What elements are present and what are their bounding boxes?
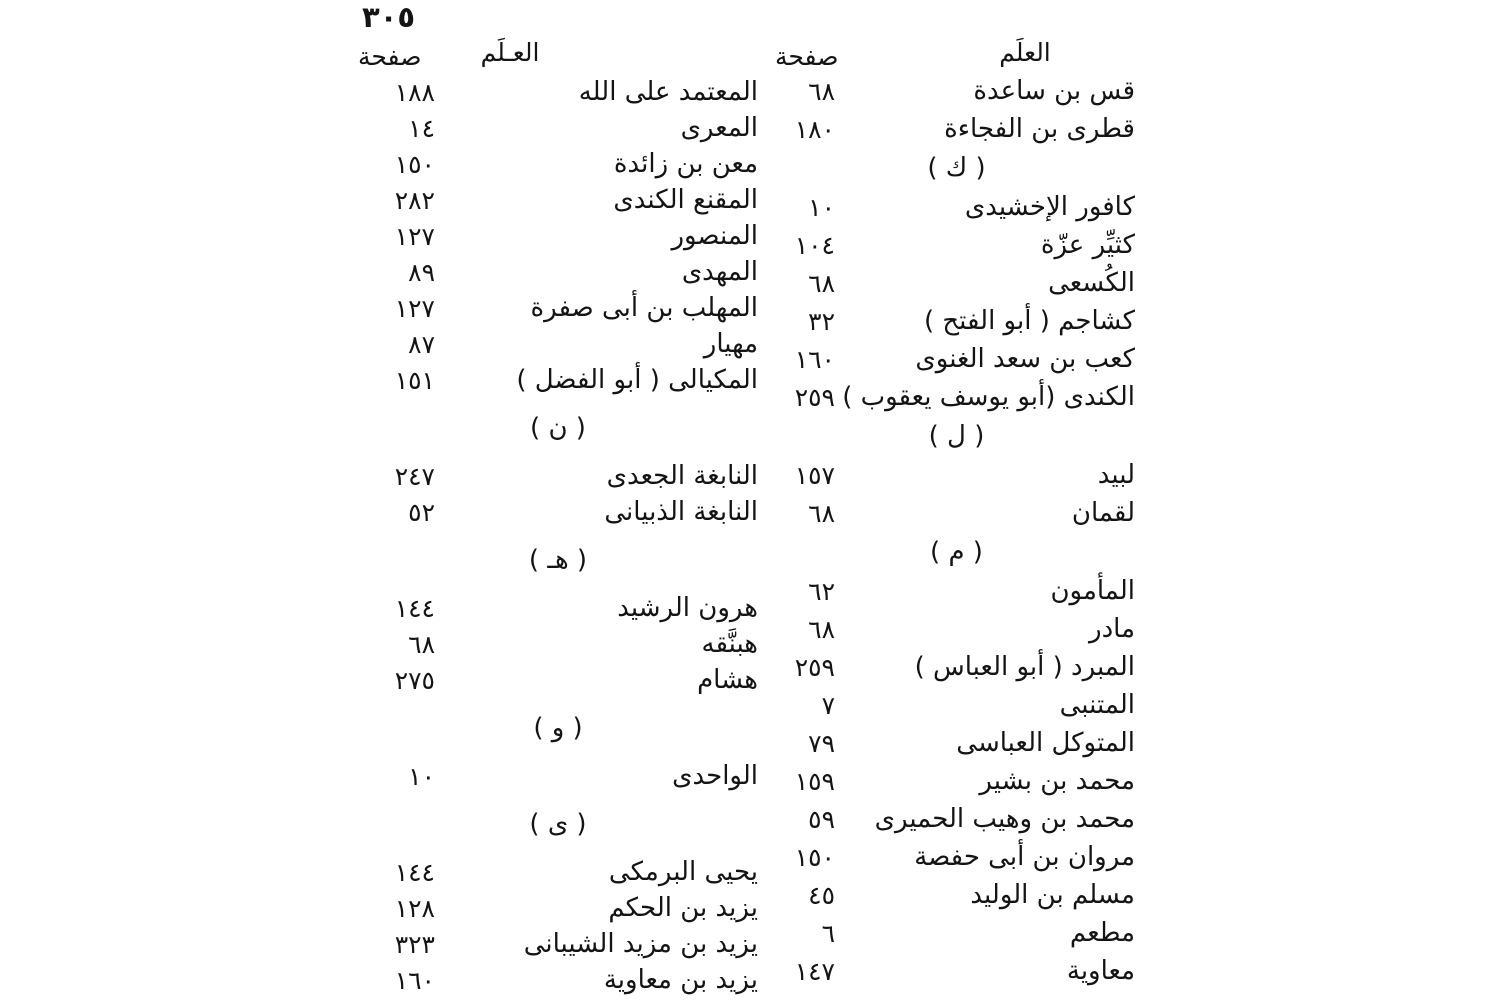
entry-name: معن بن زائدة bbox=[613, 148, 758, 179]
index-row bbox=[358, 218, 758, 254]
section-letter: ( ى ) bbox=[529, 809, 587, 839]
entry-page-number: ٨٩ bbox=[408, 257, 435, 287]
entry-page-number: ١٥٩ bbox=[794, 766, 835, 796]
index-column-left bbox=[358, 74, 758, 998]
page-number: ٣٠٥ bbox=[362, 0, 416, 34]
entry-page-number: ١٤٧ bbox=[794, 956, 835, 986]
entry-page-number: ١٤٤ bbox=[394, 593, 435, 623]
entry-page-number: ٦٨ bbox=[808, 268, 835, 298]
index-row bbox=[778, 838, 1135, 876]
right-group-name-header: العلَم bbox=[999, 38, 1051, 67]
entry-name: المنصور bbox=[671, 220, 758, 251]
entry-page-number: ٥٩ bbox=[808, 804, 835, 834]
entry-page-number: ١٨٠ bbox=[794, 114, 835, 144]
entry-name: مسلم بن الوليد bbox=[970, 879, 1135, 910]
entry-name: لقمان bbox=[1071, 497, 1135, 528]
index-row bbox=[778, 302, 1135, 340]
right-group-page-header: صفحة bbox=[775, 42, 839, 71]
entry-name: مروان بن أبى حفصة bbox=[914, 841, 1135, 872]
index-row bbox=[778, 264, 1135, 302]
entry-name: يزيد بن معاوية bbox=[603, 964, 758, 995]
entry-name: قطرى بن الفجاءة bbox=[944, 113, 1135, 144]
index-row bbox=[778, 572, 1135, 610]
entry-name: هشام bbox=[697, 664, 758, 695]
entry-page-number: ١٥٠ bbox=[794, 842, 835, 872]
entry-name: النابغة الذبيانى bbox=[604, 496, 758, 527]
entry-page-number: ٦٨ bbox=[408, 629, 435, 659]
index-row bbox=[358, 590, 758, 626]
entry-page-number: ٧ bbox=[821, 690, 835, 720]
entry-page-number: ١٤٤ bbox=[394, 857, 435, 887]
entry-name: مادر bbox=[1089, 613, 1135, 644]
entry-name: مطعم bbox=[1069, 917, 1135, 948]
entry-name: معاوية bbox=[1066, 955, 1135, 986]
entry-name: يزيد بن الحكم bbox=[608, 892, 758, 923]
entry-name: المبرد ( أبو العباس ) bbox=[914, 651, 1135, 682]
entry-name: يحيى البرمكى bbox=[608, 856, 758, 887]
index-row bbox=[778, 456, 1135, 494]
index-row bbox=[778, 762, 1135, 800]
entry-name: المأمون bbox=[1050, 575, 1135, 606]
entry-page-number: ١٥١ bbox=[394, 365, 435, 395]
entry-page-number: ١٦٠ bbox=[794, 344, 835, 374]
entry-name: كثيِّر عزّة bbox=[1040, 229, 1135, 260]
index-row bbox=[358, 290, 758, 326]
index-row bbox=[358, 146, 758, 182]
index-row bbox=[778, 914, 1135, 952]
entry-page-number: ٢٧٥ bbox=[394, 665, 435, 695]
entry-name: المقنع الكندى bbox=[613, 184, 758, 215]
entry-page-number: ١٥٧ bbox=[794, 460, 835, 490]
entry-page-number: ٢٥٩ bbox=[794, 382, 835, 412]
section-letter-row bbox=[358, 698, 758, 758]
entry-name: قس بن ساعدة bbox=[973, 75, 1135, 106]
index-row bbox=[778, 648, 1135, 686]
entry-name: المتنبى bbox=[1059, 689, 1135, 720]
index-row bbox=[358, 854, 758, 890]
index-row bbox=[358, 662, 758, 698]
index-row bbox=[778, 340, 1135, 378]
section-letter-row bbox=[358, 398, 758, 458]
index-row bbox=[358, 926, 758, 962]
section-letter: ( هـ ) bbox=[528, 545, 588, 575]
entry-page-number: ٣٢٣ bbox=[394, 929, 435, 959]
section-letter-row bbox=[778, 416, 1135, 456]
entry-name: لبيد bbox=[1097, 459, 1135, 490]
index-row bbox=[358, 494, 758, 530]
entry-name: كشاجم ( أبو الفتح ) bbox=[923, 305, 1135, 336]
entry-page-number: ٦٢ bbox=[808, 576, 835, 606]
entry-page-number: ٢٤٧ bbox=[394, 461, 435, 491]
index-row bbox=[778, 876, 1135, 914]
entry-page-number: ١٦٠ bbox=[394, 965, 435, 995]
index-row bbox=[358, 962, 758, 998]
left-group-page-header: صفحة bbox=[358, 42, 422, 71]
entry-page-number: ٦٨ bbox=[808, 614, 835, 644]
index-row bbox=[778, 110, 1135, 148]
entry-page-number: ١٢٨ bbox=[394, 893, 435, 923]
entry-name: الكُسعى bbox=[1048, 267, 1135, 298]
entry-name: الواحدى bbox=[672, 760, 758, 791]
entry-name: هبنَّقه bbox=[701, 628, 758, 659]
index-row bbox=[358, 626, 758, 662]
index-row bbox=[778, 226, 1135, 264]
index-row bbox=[358, 110, 758, 146]
index-row bbox=[778, 494, 1135, 532]
index-row bbox=[358, 362, 758, 398]
entry-page-number: ٦٨ bbox=[808, 76, 835, 106]
index-row bbox=[778, 72, 1135, 110]
index-row bbox=[778, 686, 1135, 724]
index-row bbox=[778, 952, 1135, 990]
entry-page-number: ٧٩ bbox=[808, 728, 835, 758]
entry-page-number: ٦ bbox=[821, 918, 835, 948]
entry-name: المتوكل العباسى bbox=[956, 727, 1135, 758]
entry-page-number: ١٤ bbox=[408, 113, 435, 143]
index-row bbox=[778, 610, 1135, 648]
index-row bbox=[778, 800, 1135, 838]
entry-page-number: ٤٥ bbox=[808, 880, 835, 910]
entry-name: المكيالى ( أبو الفضل ) bbox=[516, 364, 758, 395]
entry-name: المهلب بن أبى صفرة bbox=[530, 292, 758, 323]
entry-page-number: ١٢٧ bbox=[394, 221, 435, 251]
entry-name: محمد بن وهيب الحميرى bbox=[874, 803, 1135, 834]
index-row bbox=[778, 724, 1135, 762]
section-letter-row bbox=[358, 794, 758, 854]
section-letter: ( ك ) bbox=[927, 153, 986, 183]
section-letter-row bbox=[358, 530, 758, 590]
section-letter: ( و ) bbox=[533, 713, 583, 743]
index-row bbox=[358, 74, 758, 110]
entry-page-number: ٣٢ bbox=[808, 306, 835, 336]
index-row bbox=[778, 188, 1135, 226]
entry-name: يزيد بن مزيد الشيبانى bbox=[523, 928, 758, 959]
entry-name: المعرى bbox=[680, 112, 758, 143]
entry-page-number: ٦٨ bbox=[808, 498, 835, 528]
entry-name: مهيار bbox=[703, 328, 758, 359]
left-group-name-header: العـلَم bbox=[480, 38, 540, 67]
entry-page-number: ٢٨٢ bbox=[394, 185, 435, 215]
entry-page-number: ٨٧ bbox=[408, 329, 435, 359]
entry-name: النابغة الجعدى bbox=[606, 460, 758, 491]
entry-name: هرون الرشيد bbox=[617, 592, 758, 623]
index-row bbox=[358, 182, 758, 218]
entry-page-number: ١٠٤ bbox=[794, 230, 835, 260]
entry-page-number: ١٥٠ bbox=[394, 149, 435, 179]
index-row bbox=[358, 254, 758, 290]
entry-page-number: ٥٢ bbox=[408, 497, 435, 527]
index-row bbox=[358, 458, 758, 494]
entry-name: الكندى (أبو يوسف يعقوب ) bbox=[842, 381, 1135, 412]
section-letter: ( ن ) bbox=[530, 413, 586, 443]
entry-name: كعب بن سعد الغنوى bbox=[915, 343, 1135, 374]
section-letter: ( م ) bbox=[930, 537, 983, 567]
index-row bbox=[358, 758, 758, 794]
index-column-right bbox=[778, 72, 1135, 990]
entry-name: محمد بن بشير bbox=[979, 765, 1135, 796]
entry-page-number: ١٠ bbox=[408, 761, 435, 791]
entry-page-number: ١٠ bbox=[808, 192, 835, 222]
index-row bbox=[778, 378, 1135, 416]
entry-page-number: ١٢٧ bbox=[394, 293, 435, 323]
entry-page-number: ١٨٨ bbox=[394, 77, 435, 107]
index-row bbox=[358, 326, 758, 362]
section-letter-row bbox=[778, 148, 1135, 188]
entry-name: المهدى bbox=[681, 256, 758, 287]
entry-name: المعتمد على الله bbox=[578, 76, 758, 107]
entry-name: كافور الإخشيدى bbox=[964, 191, 1135, 222]
section-letter-row bbox=[778, 532, 1135, 572]
entry-page-number: ٢٥٩ bbox=[794, 652, 835, 682]
index-row bbox=[358, 890, 758, 926]
section-letter: ( ل ) bbox=[928, 421, 985, 451]
